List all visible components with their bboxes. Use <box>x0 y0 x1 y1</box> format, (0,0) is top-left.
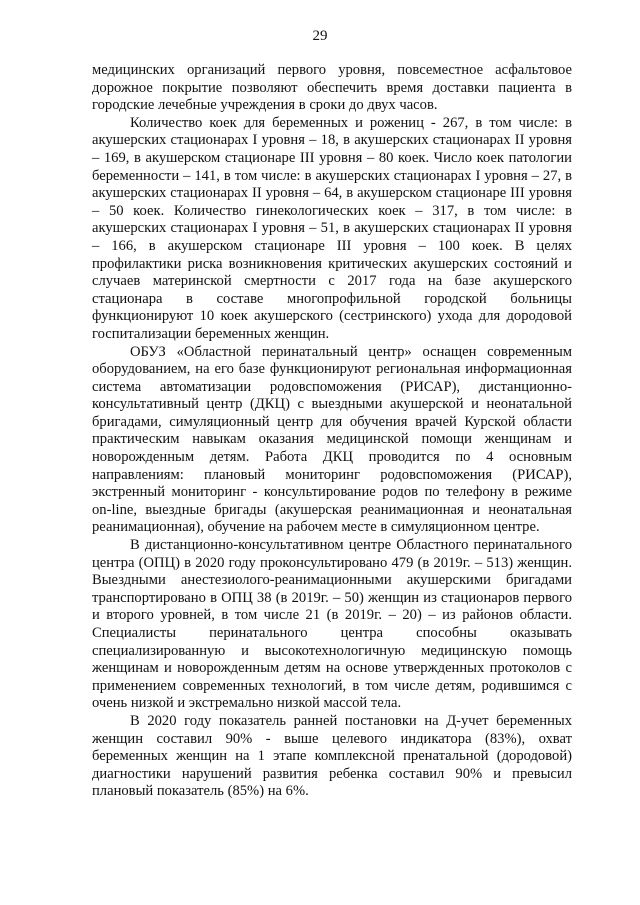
page-number: 29 <box>312 28 328 44</box>
paragraph-consultation-statistics: В дистанционно-консультативном центре Областного перинатального центра (ОПЦ) в 2020 году проконсультировано 479 (в 2019г. – 513) женщин. Выездными анестезиолого-реанимационными акушерскими бригадами транспортировано в ОПЦ 38 (в 2019г. – 50) женщин из стационаров первого и второго уровней, в том числе 21 (в 2019г. – 20) – из районов области. Специалисты перинатального центра способны оказывать специализированную и высокотехнологичную медицинскую помощь женщинам и новорожденным детям на основе утвержденных протоколов с применением современных технологий, в том числе детям, родившимся с очень низкой и экстремально низкой массой тела. <box>92 537 572 712</box>
paragraph-bed-capacity: Количество коек для беременных и рожениц - 267, в том числе: в акушерских стационарах I уровня – 18, в акушерских стационарах II уровня – 169, в акушерском стационаре III уровня – 80 коек. Число коек патологии беременности – 141, в том числе: в акушерских стационарах I уровня – 27, в акушерских стационарах II уровня – 64, в акушерском стационаре III уровня – 50 коек. Количество гинекологических коек – 317, в том числе: в акушерских стационарах I уровня – 51, в акушерских стационарах II уровня – 166, в акушерском стационаре III уровня – 100 коек. В целях профилактики риска возникновения критических акушерских состояний и случаев материнской смертности с 2017 года на базе акушерского стационара в составе многопрофильной городской больницы функционируют 10 коек акушерского (сестринского) ухода для дородовой госпитализации беременных женщин. <box>92 114 572 342</box>
paragraph-registration-indicators: В 2020 году показатель ранней постановки на Д-учет беременных женщин составил 90% - выше целевого индикатора (83%), охват беременных женщин на 1 этапе комплексной пренатальной (дородовой) диагностики нарушений развития ребенка составил 90% и превысил плановый показатель (85%) на 6%. <box>92 712 572 800</box>
paragraph-perinatal-center-equipment: ОБУЗ «Областной перинатальный центр» оснащен современным оборудованием, на его базе функционируют региональная информационная система автоматизации родовспоможения (РИСАР), дистанционно-консультативный центр (ДКЦ) с выездными акушерской и неонатальной бригадами, симуляционный центр для обучения врачей Курской области практическим навыкам оказания медицинской помощи женщинам и новорожденным детям. Работа ДКЦ проводится по 4 основным направлениям: плановый мониторинг родовспоможения (РИСАР), экстренный мониторинг - консультирование родов по телефону в режиме on-line, выездные бригады (акушерская реанимационная и неонатальная реанимационная), обучение на рабочем месте в симуляционном центре. <box>92 343 572 536</box>
document-body <box>92 62 572 801</box>
paragraph-transport-access: медицинских организаций первого уровня, повсеместное асфальтовое дорожное покрытие позволяют обеспечить время доставки пациента в городские лечебные учреждения в сроки до двух часов. <box>92 62 572 114</box>
